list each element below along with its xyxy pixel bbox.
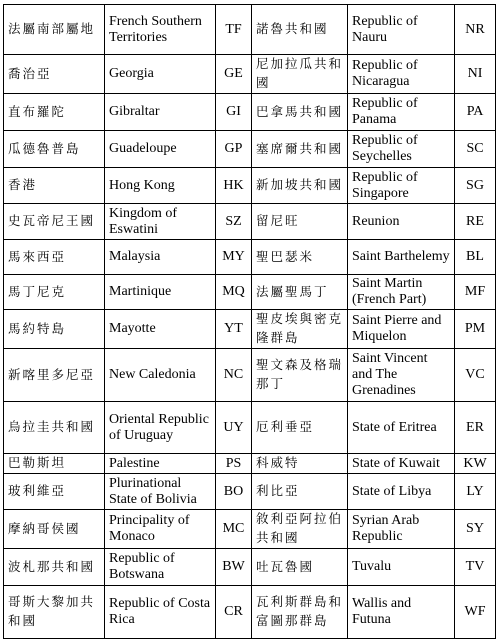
table-row	[4, 454, 496, 474]
country-code-left: GP	[216, 131, 252, 168]
country-code-right: VC	[455, 349, 496, 402]
chinese-name-right: 厄利垂亞	[252, 402, 348, 454]
english-name-left: Malaysia	[105, 240, 216, 275]
english-name-left: New Caledonia	[105, 349, 216, 402]
english-name-right: State of Kuwait	[348, 454, 455, 474]
english-name-left: Hong Kong	[105, 168, 216, 204]
chinese-name-right: 敘利亞阿拉伯共和國	[252, 510, 348, 549]
chinese-name-right: 利比亞	[252, 474, 348, 510]
chinese-name-right: 瓦利斯群島和富圖那群島	[252, 586, 348, 639]
table-row	[4, 402, 496, 454]
country-code-right: NR	[455, 5, 496, 55]
chinese-name-right: 科威特	[252, 454, 348, 474]
english-name-right: Reunion	[348, 204, 455, 240]
table-row	[4, 549, 496, 586]
chinese-name-right: 留尼旺	[252, 204, 348, 240]
english-name-left: Guadeloupe	[105, 131, 216, 168]
chinese-name-left: 新喀里多尼亞	[4, 349, 105, 402]
chinese-name-left: 法屬南部屬地	[4, 5, 105, 55]
chinese-name-left: 馬來西亞	[4, 240, 105, 275]
english-name-left: French Southern Territories	[105, 5, 216, 55]
table-row	[4, 55, 496, 94]
chinese-name-right: 新加坡共和國	[252, 168, 348, 204]
chinese-name-right: 尼加拉瓜共和國	[252, 55, 348, 94]
english-name-right: Saint Pierre and Miquelon	[348, 310, 455, 349]
chinese-name-right: 諾魯共和國	[252, 5, 348, 55]
chinese-name-left: 巴勒斯坦	[4, 454, 105, 474]
country-code-left: CR	[216, 586, 252, 639]
country-code-left: BW	[216, 549, 252, 586]
chinese-name-right: 聖皮埃與密克隆群島	[252, 310, 348, 349]
country-code-right: TV	[455, 549, 496, 586]
english-name-left: Kingdom of Eswatini	[105, 204, 216, 240]
english-name-left: Gibraltar	[105, 94, 216, 131]
table-body	[4, 5, 496, 639]
chinese-name-left: 瓜德魯普島	[4, 131, 105, 168]
english-name-right: Republic of Panama	[348, 94, 455, 131]
english-name-left: Palestine	[105, 454, 216, 474]
chinese-name-right: 巴拿馬共和國	[252, 94, 348, 131]
country-code-right: NI	[455, 55, 496, 94]
english-name-right: Republic of Seychelles	[348, 131, 455, 168]
country-code-left: HK	[216, 168, 252, 204]
country-code-right: PM	[455, 310, 496, 349]
table-row	[4, 310, 496, 349]
country-code-left: MC	[216, 510, 252, 549]
table-row	[4, 131, 496, 168]
table-row	[4, 240, 496, 275]
country-code-left: MQ	[216, 275, 252, 310]
country-code-left: NC	[216, 349, 252, 402]
country-code-right: MF	[455, 275, 496, 310]
english-name-left: Republic of Botswana	[105, 549, 216, 586]
country-code-right: WF	[455, 586, 496, 639]
english-name-left: Oriental Republic of Uruguay	[105, 402, 216, 454]
chinese-name-left: 摩納哥侯國	[4, 510, 105, 549]
chinese-name-left: 史瓦帝尼王國	[4, 204, 105, 240]
chinese-name-left: 波札那共和國	[4, 549, 105, 586]
country-code-right: KW	[455, 454, 496, 474]
country-code-table	[3, 4, 496, 639]
country-code-right: RE	[455, 204, 496, 240]
chinese-name-left: 喬治亞	[4, 55, 105, 94]
english-name-right: Saint Barthelemy	[348, 240, 455, 275]
english-name-right: Syrian Arab Republic	[348, 510, 455, 549]
country-code-right: LY	[455, 474, 496, 510]
table-row	[4, 474, 496, 510]
table-row	[4, 510, 496, 549]
english-name-right: Republic of Singapore	[348, 168, 455, 204]
table-row	[4, 168, 496, 204]
country-code-left: SZ	[216, 204, 252, 240]
chinese-name-left: 哥斯大黎加共和國	[4, 586, 105, 639]
country-code-left: GE	[216, 55, 252, 94]
country-code-right: SC	[455, 131, 496, 168]
chinese-name-right: 法屬聖馬丁	[252, 275, 348, 310]
chinese-name-left: 馬丁尼克	[4, 275, 105, 310]
country-code-left: TF	[216, 5, 252, 55]
country-code-right: SG	[455, 168, 496, 204]
english-name-right: Saint Vincent and The Grenadines	[348, 349, 455, 402]
chinese-name-right: 聖文森及格瑞那丁	[252, 349, 348, 402]
country-code-left: MY	[216, 240, 252, 275]
chinese-name-left: 烏拉圭共和國	[4, 402, 105, 454]
chinese-name-left: 馬約特島	[4, 310, 105, 349]
table-row	[4, 94, 496, 131]
chinese-name-right: 吐瓦魯國	[252, 549, 348, 586]
country-code-right: SY	[455, 510, 496, 549]
country-code-left: BO	[216, 474, 252, 510]
country-code-right: PA	[455, 94, 496, 131]
chinese-name-right: 塞席爾共和國	[252, 131, 348, 168]
english-name-left: Martinique	[105, 275, 216, 310]
chinese-name-left: 玻利維亞	[4, 474, 105, 510]
country-code-left: PS	[216, 454, 252, 474]
english-name-right: Saint Martin (French Part)	[348, 275, 455, 310]
english-name-left: Republic of Costa Rica	[105, 586, 216, 639]
table-row	[4, 349, 496, 402]
table-row	[4, 204, 496, 240]
table-row	[4, 275, 496, 310]
english-name-right: Wallis and Futuna	[348, 586, 455, 639]
english-name-left: Mayotte	[105, 310, 216, 349]
english-name-right: Republic of Nicaragua	[348, 55, 455, 94]
country-code-right: ER	[455, 402, 496, 454]
country-code-left: UY	[216, 402, 252, 454]
english-name-right: Tuvalu	[348, 549, 455, 586]
country-code-left: GI	[216, 94, 252, 131]
chinese-name-left: 直布羅陀	[4, 94, 105, 131]
country-code-left: YT	[216, 310, 252, 349]
table-row	[4, 586, 496, 639]
english-name-left: Principality of Monaco	[105, 510, 216, 549]
chinese-name-left: 香港	[4, 168, 105, 204]
english-name-left: Plurinational State of Bolivia	[105, 474, 216, 510]
country-code-right: BL	[455, 240, 496, 275]
english-name-right: Republic of Nauru	[348, 5, 455, 55]
table-row	[4, 5, 496, 55]
english-name-right: State of Libya	[348, 474, 455, 510]
english-name-right: State of Eritrea	[348, 402, 455, 454]
chinese-name-right: 聖巴瑟米	[252, 240, 348, 275]
english-name-left: Georgia	[105, 55, 216, 94]
